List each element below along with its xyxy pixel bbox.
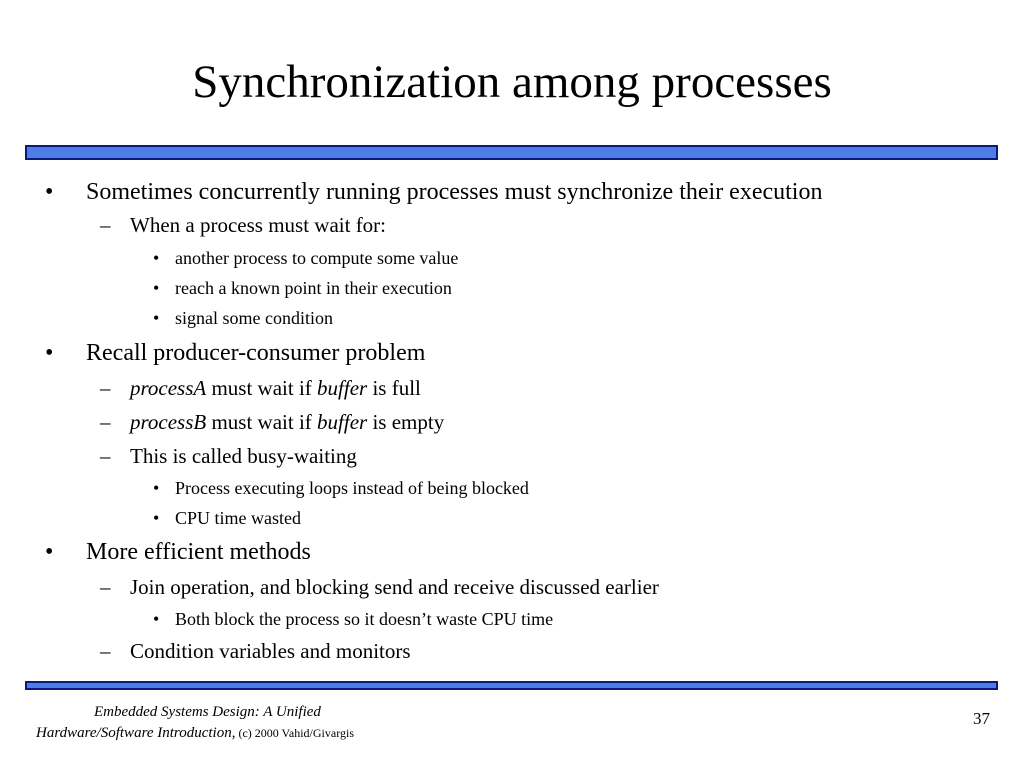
footer-line2-italic: Hardware/Software Introduction, <box>36 725 236 741</box>
subbullet-processA-wait <box>130 375 421 401</box>
bullet-sync-execution: Sometimes concurrently running processes must synchronize their execution <box>86 179 823 205</box>
dash-marker: – <box>100 575 111 599</box>
small-bullet-marker: • <box>153 308 160 328</box>
footer-copyright <box>36 723 354 743</box>
wait-if-text: must wait if <box>206 410 318 434</box>
processB-term: processB <box>130 410 207 434</box>
top-divider-bar <box>25 145 998 160</box>
page-number: 37 <box>973 709 990 728</box>
dash-marker: – <box>100 410 111 434</box>
bullet-marker: • <box>45 340 54 366</box>
dash-marker: – <box>100 444 111 468</box>
subsubbullet-cpu-wasted: CPU time wasted <box>175 508 301 528</box>
processA-term: processA <box>130 376 207 400</box>
dash-marker: – <box>100 639 111 663</box>
subsubbullet-compute-value: another process to compute some value <box>175 248 459 268</box>
subsubbullet-signal-condition: signal some condition <box>175 308 333 328</box>
bullet-marker: • <box>45 539 54 565</box>
buffer-term: buffer <box>317 376 368 400</box>
dash-marker: – <box>100 376 111 400</box>
subbullet-busy-waiting: This is called busy-waiting <box>130 444 357 468</box>
dash-marker: – <box>100 213 111 237</box>
small-bullet-marker: • <box>153 508 160 528</box>
bullet-producer-consumer: Recall producer-consumer problem <box>86 340 426 366</box>
subsubbullet-known-point: reach a known point in their execution <box>175 278 452 298</box>
subbullet-condition-variables: Condition variables and monitors <box>130 639 411 663</box>
subbullet-join-operation: Join operation, and blocking send and receive discussed earlier <box>130 575 659 599</box>
subbullet-wait-for: When a process must wait for: <box>130 213 387 237</box>
slide-title: Synchronization among processes <box>192 56 832 108</box>
bottom-divider-bar <box>25 681 998 690</box>
small-bullet-marker: • <box>153 478 160 498</box>
footer-line1: Embedded Systems Design: A Unified <box>94 704 321 720</box>
wait-if-text: must wait if <box>206 376 318 400</box>
subsubbullet-loops-instead: Process executing loops instead of being blocked <box>175 478 529 498</box>
bullet-efficient-methods: More efficient methods <box>86 539 311 565</box>
small-bullet-marker: • <box>153 609 160 629</box>
is-empty-text: is empty <box>367 410 445 434</box>
bullet-marker: • <box>45 179 54 205</box>
buffer-term: buffer <box>317 410 368 434</box>
footer-line2-small: (c) 2000 Vahid/Givargis <box>235 726 354 740</box>
small-bullet-marker: • <box>153 248 160 268</box>
subsubbullet-block-process: Both block the process so it doesn’t waste CPU time <box>175 609 554 629</box>
subbullet-processB-wait <box>130 409 444 435</box>
footer-book-title <box>94 702 321 722</box>
is-full-text: is full <box>367 376 421 400</box>
small-bullet-marker: • <box>153 278 160 298</box>
